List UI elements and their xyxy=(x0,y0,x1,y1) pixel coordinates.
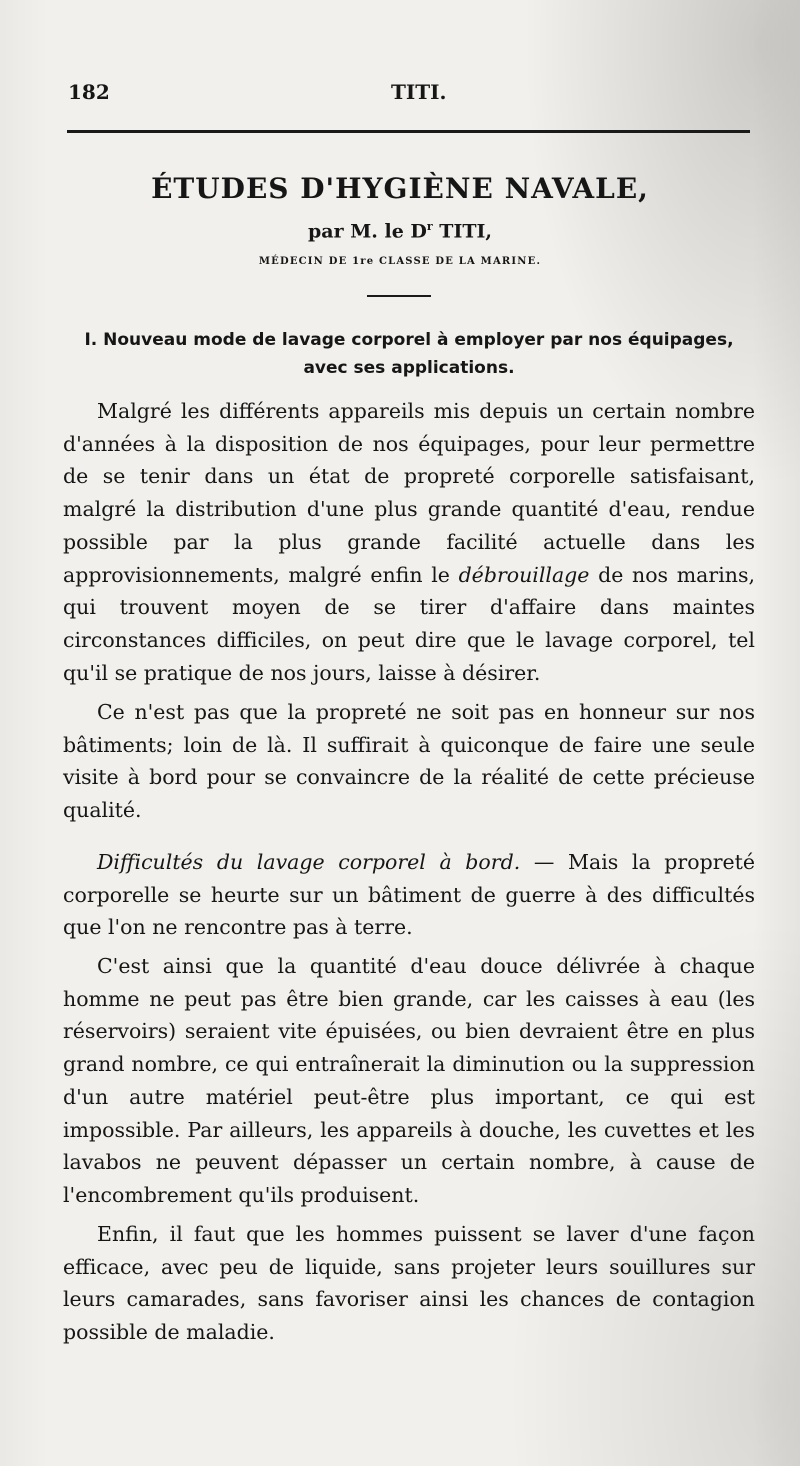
paragraph-2 xyxy=(63,696,755,827)
paragraph-1-text-before: Malgré les différents appareils mis depuis un certain nombre d'années à la disposition de nos équipages, pour leur permettre de se tenir dans un état de propreté corporelle satisfaisant, malgré la distribution d'une plus grande quantité d'eau, rendue possible par la plus grande facilité actuelle dans les approvisionnements, malgré enfin le xyxy=(63,399,755,587)
subheading-difficultes: Difficultés du lavage corporel à bord. xyxy=(97,850,521,874)
paragraph-5-text: Enfin, il faut que les hommes puissent se laver d'une façon efficace, avec peu de liquide, sans projeter leurs souillures sur leurs camarades, sans favoriser ainsi les chances de contagion possible de maladie. xyxy=(63,1222,755,1345)
header-rule xyxy=(67,130,750,133)
paragraph-1 xyxy=(63,395,755,689)
running-title: TITI. xyxy=(391,80,447,104)
paragraph-3 xyxy=(63,846,755,944)
paragraph-1-emphasis: débrouillage xyxy=(458,562,590,587)
running-head xyxy=(68,80,748,108)
section-heading: I. Nouveau mode de lavage corporel à employer par nos équipages, avec ses applications. xyxy=(84,330,734,378)
author-title-superscript: r xyxy=(426,220,433,233)
author-line xyxy=(0,220,800,242)
author-prefix: par M. le D xyxy=(308,220,427,243)
paragraph-3-text: — Mais la propreté corporelle se heurte sur un bâtiment de guerre à des difficultés que l'on ne rencontre pas à terre. xyxy=(63,850,755,940)
paragraph-2-text: Ce n'est pas que la propreté ne soit pas en honneur sur nos bâtiments; loin de là. Il suffirait à quiconque de faire une seule visite à bord pour se convaincre de la réalité de cette précieuse qualité. xyxy=(63,700,755,823)
paragraph-4-text: C'est ainsi que la quantité d'eau douce délivrée à chaque homme ne peut pas être bien grande, car les caisses à eau (les réservoirs) seraient vite épuisées, ou bien devraient être en plus grand nombre, ce qui entraînerait la diminution ou la suppression d'un autre matériel peut-être plus important, ce qui est impossible. Par ailleurs, les appareils à douche, les cuvettes et les lavabos ne peuvent dépasser un certain nombre, à cause de l'encombrement qu'ils produisent. xyxy=(63,954,755,1207)
page-number: 182 xyxy=(68,80,110,104)
paragraph-5 xyxy=(63,1218,755,1349)
paragraph-4 xyxy=(63,950,755,1212)
article-title: ÉTUDES D'HYGIÈNE NAVALE, xyxy=(151,172,649,205)
author-name: TITI, xyxy=(432,220,492,243)
title-rule xyxy=(367,295,431,297)
paragraph-1-text-after: de nos marins, qui trouvent moyen de se tirer d'affaire dans maintes circonstances difficiles, on peut dire que le lavage corporel, tel qu'il se pratique de nos jours, laisse à désirer. xyxy=(63,562,755,685)
author-rank: MÉDECIN DE 1re CLASSE DE LA MARINE. xyxy=(258,256,542,267)
